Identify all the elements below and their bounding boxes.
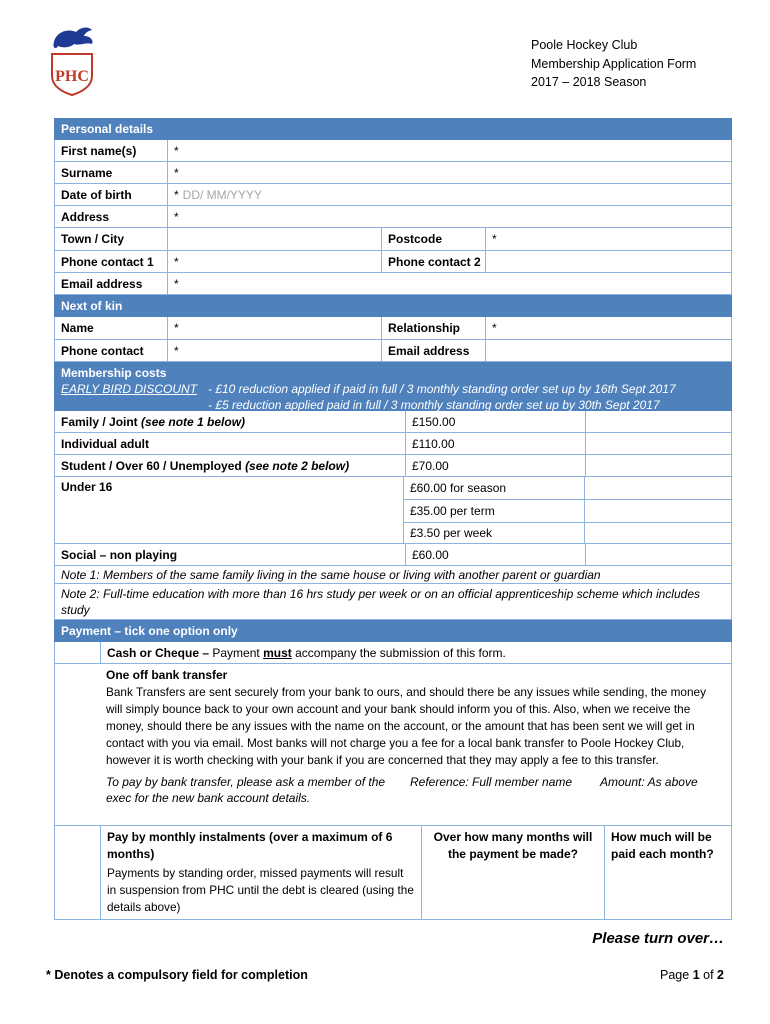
bank-ask: To pay by bank transfer, please ask a member of the exec for the new bank account details. xyxy=(106,775,386,805)
individual-tick[interactable] xyxy=(585,433,731,454)
early-bird-line-1: - £10 reduction applied if paid in full / 3 monthly standing order set up by 16th Sept 2017 xyxy=(208,382,676,396)
postcode-label: Postcode xyxy=(381,228,485,250)
club-name: Poole Hockey Club xyxy=(531,38,638,52)
under16-season-tick[interactable] xyxy=(584,477,731,499)
under16-options xyxy=(403,477,731,543)
under16-term-tick[interactable] xyxy=(584,500,731,522)
months-question[interactable]: Over how many months will the payment be made? xyxy=(421,826,604,919)
row-kin-name xyxy=(54,317,732,340)
social-tick[interactable] xyxy=(585,544,731,565)
relationship-field[interactable]: * xyxy=(485,317,731,339)
section-title: Next of kin xyxy=(61,299,123,313)
section-title: Personal details xyxy=(61,122,154,136)
individual-label: Individual adult xyxy=(61,436,150,451)
relationship-label: Relationship xyxy=(381,317,485,339)
kin-name-field[interactable]: * xyxy=(167,317,381,339)
row-note-1 xyxy=(54,566,732,584)
row-surname xyxy=(54,162,732,184)
amount-question[interactable]: How much will be paid each month? xyxy=(604,826,731,919)
town-label: Town / City xyxy=(61,232,125,246)
form-header xyxy=(531,36,696,92)
phone1-field[interactable]: * xyxy=(167,251,381,272)
season-label: 2017 – 2018 Season xyxy=(531,75,647,89)
kin-phone-label: Phone contact xyxy=(61,343,144,358)
student-label: Student / Over 60 / Unemployed (see note 2 below) xyxy=(61,458,350,473)
row-social xyxy=(54,544,732,566)
address-label: Address xyxy=(61,209,110,224)
note-1: Note 1: Members of the same family living in the same house or living with another parent or guardian xyxy=(61,567,601,582)
kin-email-field[interactable] xyxy=(485,340,731,361)
surname-field[interactable]: * xyxy=(167,162,731,183)
row-town-postcode xyxy=(54,228,732,251)
section-membership-costs xyxy=(54,362,732,411)
row-note-2 xyxy=(54,584,732,620)
membership-form xyxy=(54,118,732,920)
row-bank-transfer xyxy=(54,664,732,826)
dragon-crest-icon xyxy=(53,28,92,49)
row-address xyxy=(54,206,732,228)
section-title: Payment – tick one option only xyxy=(61,624,238,638)
phone1-label: Phone contact 1 xyxy=(61,254,154,269)
row-phones xyxy=(54,251,732,273)
dob-placeholder: DD/ MM/YYYY xyxy=(182,187,263,202)
row-first-name xyxy=(54,140,732,162)
family-label: Family / Joint (see note 1 below) xyxy=(61,414,246,429)
kin-email-label: Email address xyxy=(381,340,485,361)
early-bird-discount xyxy=(55,381,731,397)
row-student xyxy=(54,455,732,477)
under16-season-price: £60.00 for season xyxy=(409,481,507,495)
row-dob xyxy=(54,184,732,206)
logo-monogram: PHC xyxy=(55,68,89,85)
cash-tick[interactable] xyxy=(55,642,100,663)
cash-option: Cash or Cheque – Payment must accompany the submission of this form. xyxy=(100,642,731,663)
monthly-tick[interactable] xyxy=(55,826,100,919)
under16-week-price: £3.50 per week xyxy=(409,526,493,540)
social-label: Social – non playing xyxy=(61,547,178,562)
email-label: Email address xyxy=(61,276,143,291)
monthly-title: Pay by monthly instalments (over a maximum of 6 months) xyxy=(107,830,393,861)
row-monthly xyxy=(54,826,732,920)
first-name-label: First name(s) xyxy=(61,143,137,158)
row-cash xyxy=(54,642,732,664)
kin-name-label: Name xyxy=(61,321,94,335)
section-next-of-kin xyxy=(54,295,732,317)
monthly-option xyxy=(100,826,421,919)
email-field[interactable]: * xyxy=(167,273,731,294)
family-tick[interactable] xyxy=(585,411,731,432)
surname-label: Surname xyxy=(61,165,113,180)
student-tick[interactable] xyxy=(585,455,731,476)
note-2: Note 2: Full-time education with more than 16 hrs study per week or on an official apprenticeship scheme which includes study xyxy=(61,586,700,617)
bank-reference: Reference: Full member name xyxy=(410,775,573,789)
under16-label: Under 16 xyxy=(61,480,113,494)
bank-option xyxy=(100,664,731,825)
first-name-field[interactable]: * xyxy=(167,140,731,161)
family-price: £150.00 xyxy=(405,411,585,432)
early-bird-label: EARLY BIRD DISCOUNT xyxy=(61,382,198,396)
address-field[interactable]: * xyxy=(167,206,731,227)
form-title: Membership Application Form xyxy=(531,56,697,71)
section-title: Membership costs xyxy=(61,366,167,380)
row-family xyxy=(54,411,732,433)
monthly-description: Payments by standing order, missed payments will result in suspension from PHC until the debt is cleared (using the details above) xyxy=(107,866,414,914)
bank-tick[interactable] xyxy=(55,664,100,825)
kin-phone-field[interactable]: * xyxy=(167,340,381,361)
bank-title: One off bank transfer xyxy=(106,668,228,682)
phone2-label: Phone contact 2 xyxy=(381,251,485,272)
compulsory-note: * Denotes a compulsory field for completion xyxy=(46,968,308,982)
bank-amount: Amount: As above xyxy=(600,775,698,789)
town-field[interactable] xyxy=(167,228,381,250)
bank-instructions xyxy=(106,774,725,806)
dob-label: Date of birth xyxy=(61,187,132,202)
early-bird-line-2: - £5 reduction applied paid in full / 3 monthly standing order set up by 30th Sept 2017 xyxy=(208,398,660,412)
under16-term-price: £35.00 per term xyxy=(409,504,495,518)
individual-price: £110.00 xyxy=(405,433,585,454)
page-number: Page 1 of 2 xyxy=(660,968,724,982)
row-kin-contact xyxy=(54,340,732,362)
under16-week-tick[interactable] xyxy=(584,523,731,543)
row-under-16 xyxy=(54,477,732,544)
section-personal-details xyxy=(54,118,732,140)
dob-field[interactable]: * DD/ MM/YYYY xyxy=(167,184,731,205)
row-individual xyxy=(54,433,732,455)
section-payment xyxy=(54,620,732,642)
club-logo xyxy=(48,24,96,96)
bank-description: Bank Transfers are sent securely from your bank to ours, and should there be any issues while sending, the money will simply bounce back to your own account and your bank should inform you of this. Also, when we receive the money, should there be any issues with the name on the account, or the amount that has been sent we will get in contact with you via email. Most banks will not charge you a fee for a local bank transfer to Poole Hockey Club, however it is worth checking with your bank if you are concerned that they may apply a fee to this transfer. xyxy=(106,685,706,767)
turn-over-note: Please turn over… xyxy=(592,930,724,947)
postcode-field[interactable]: * xyxy=(485,228,731,250)
row-email xyxy=(54,273,732,295)
student-price: £70.00 xyxy=(405,455,585,476)
social-price: £60.00 xyxy=(405,544,585,565)
phone2-field[interactable] xyxy=(485,251,731,272)
